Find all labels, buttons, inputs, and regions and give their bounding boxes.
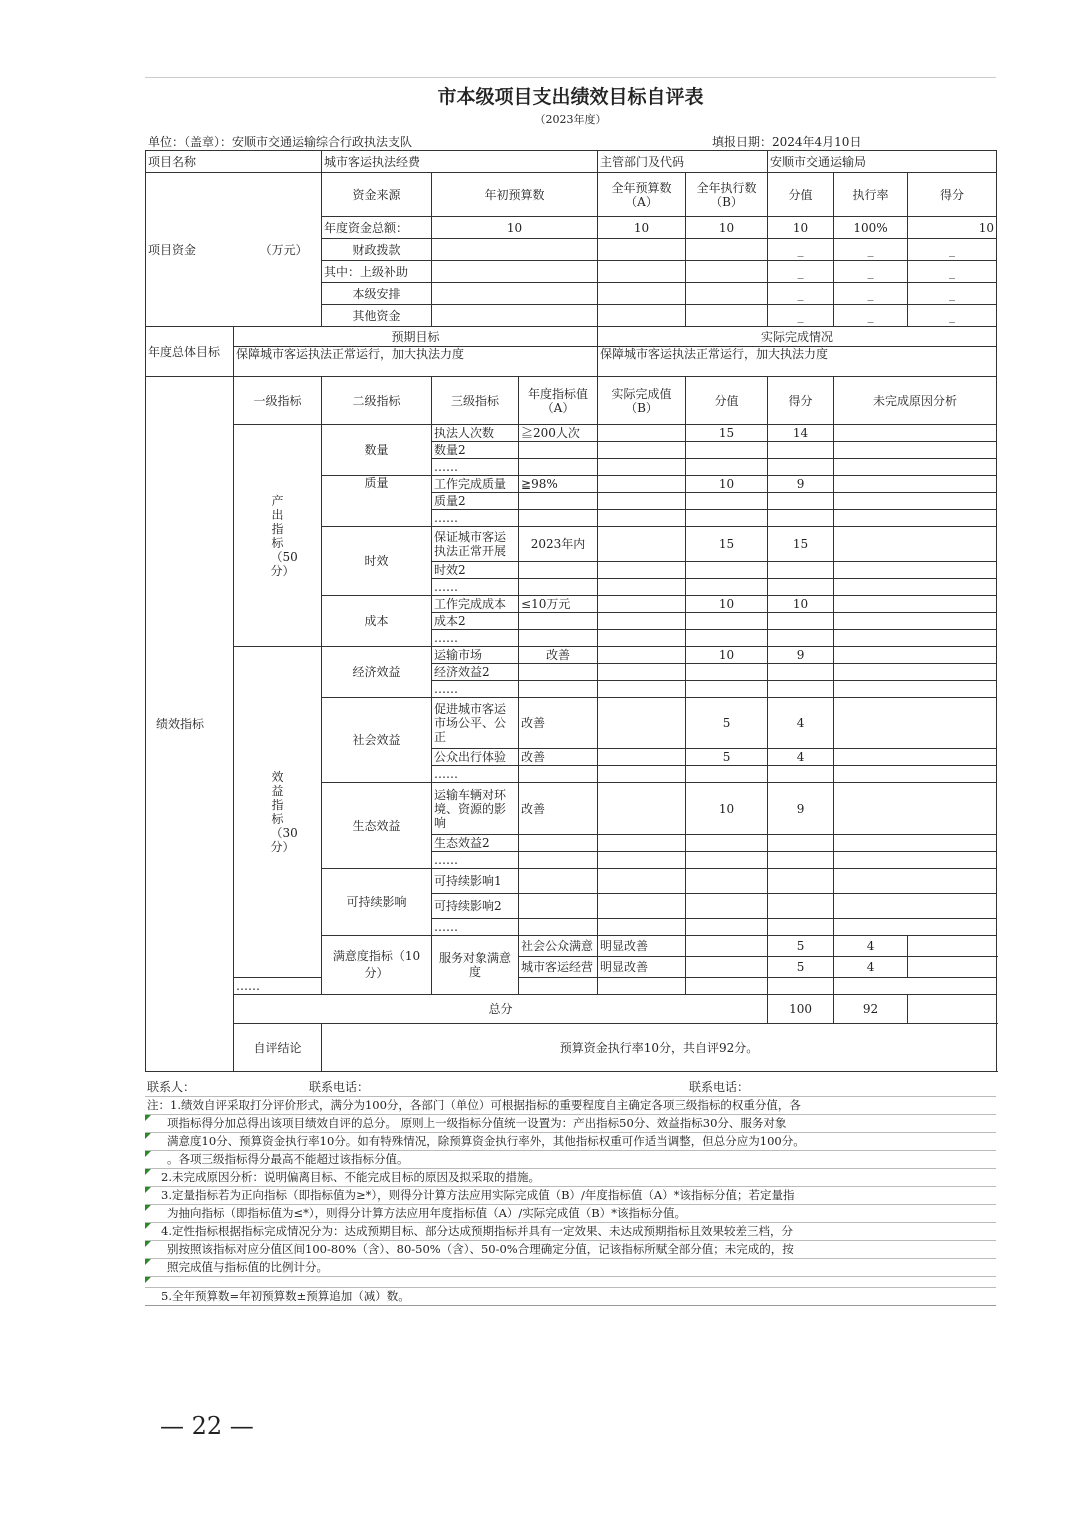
- funds-header: 执行率: [834, 173, 908, 217]
- note-line: 5.全年预算数=年初预算数±预算追加（减）数。: [145, 1288, 996, 1306]
- conclusion-label: 自评结论: [234, 1024, 322, 1072]
- l3-sus1: 可持续影响1: [432, 869, 519, 894]
- top-rule: [145, 77, 996, 78]
- a-soc2: 改善: [519, 749, 598, 766]
- a-sat2: 明显改善: [598, 957, 686, 978]
- page-subtitle: （2023年度）: [534, 113, 607, 126]
- score-soc2: 5: [686, 749, 768, 766]
- got-soc1: 4: [768, 698, 834, 749]
- a-time1: 2023年内: [519, 527, 598, 562]
- funds-b: [686, 261, 768, 283]
- funds-init: [432, 239, 598, 261]
- note-line: 项指标得分加总得出该项目绩效自评的总分。 原则上一级指标分值统一设置为：产出指标50分、效益指标30分、服务对象: [145, 1115, 996, 1133]
- funds-header: 全年预算数（A）: [598, 173, 686, 217]
- goal-label: 年度总体目标: [146, 327, 234, 377]
- l2-cost: 成本: [322, 596, 432, 647]
- note-line: 满意度10分、预算资金执行率10分。如有特殊情况，除预算资金执行率外，其他指标权重可作适当调整，但总分应为100分。: [145, 1133, 996, 1151]
- l2-time: 时效: [322, 527, 432, 596]
- got-qual1: 9: [768, 476, 834, 493]
- funds-got: _: [908, 283, 997, 305]
- funds-init: [432, 283, 598, 305]
- funds-label: 项目资金: [148, 242, 197, 257]
- funds-row-name: 其他资金: [322, 305, 432, 327]
- got-eco1: 9: [768, 783, 834, 835]
- l3-sat2: 城市客运经营: [519, 957, 598, 978]
- contact-phone2: 联系电话：: [689, 1080, 750, 1094]
- funds-header: 年初预算数: [432, 173, 598, 217]
- funds-rate: _: [834, 305, 908, 327]
- total-label: 总分: [234, 995, 768, 1024]
- project-name-value: 城市客运执法经费: [322, 151, 598, 173]
- goal-actual: 保障城市客运执法正常运行，加大执法力度: [598, 347, 997, 377]
- funds-row-name: 财政拨款: [322, 239, 432, 261]
- note-line: 3.定量指标若为正向指标（即指标值为≥*），则得分计算方法应用实际完成值（B）/年度指标值（A）*该指标分值；若定量指: [145, 1187, 996, 1205]
- goal-expected-label: 预期目标: [234, 327, 598, 347]
- l1-satis: 满意度指标（10分）: [322, 936, 432, 995]
- l3-qual3: ……: [432, 510, 519, 527]
- score-time1: 15: [686, 527, 768, 562]
- note-line: 为抽向指标（即指标值为≤*），则得分计算方法应用年度指标值（A）/实际完成值（B）*该指标分值。: [145, 1205, 996, 1223]
- b-cost1: [598, 596, 686, 613]
- got-qty1: 14: [768, 425, 834, 442]
- funds-score: _: [768, 283, 834, 305]
- l1-output: [234, 425, 322, 647]
- perf-header: 一级指标: [234, 377, 322, 425]
- l2-sustain: 可持续影响: [322, 869, 432, 936]
- score-qual1: 10: [686, 476, 768, 493]
- l2-service: 服务对象满意度: [432, 936, 519, 995]
- l3-econ1: 运输市场: [432, 647, 519, 664]
- b-econ1: [598, 647, 686, 664]
- funds-rate: _: [834, 283, 908, 305]
- conclusion-text: 预算资金执行率10分，共自评92分。: [322, 1024, 997, 1072]
- l2-qty: 数量: [322, 425, 432, 476]
- b-qual1: [598, 476, 686, 493]
- dept-value: 安顺市交通运输局: [768, 151, 997, 173]
- perf-header: 分值: [686, 377, 768, 425]
- perf-header: 二级指标: [322, 377, 432, 425]
- note-line: 4.定性指标根据指标完成情况分为：达成预期目标、部分达成预期指标并具有一定效果、未达成预期指标且效果较差三档，分: [145, 1223, 996, 1241]
- note-spacer: [145, 1277, 996, 1288]
- l1-effect: [234, 647, 322, 978]
- l1-effect-label: 效益指标（30分）: [270, 770, 298, 854]
- perf-header: 三级指标: [432, 377, 519, 425]
- l3-econ2: 经济效益2: [432, 664, 519, 681]
- b-eco1: [598, 783, 686, 835]
- perf-label-cell: [146, 377, 234, 1072]
- funds-rate: _: [834, 261, 908, 283]
- got-soc2: 4: [768, 749, 834, 766]
- got-econ1: 9: [768, 647, 834, 664]
- note-line: 注：1.绩效自评采取打分评价形式，满分为100分，各部门（单位）可根据指标的重要程度自主确定各项三级指标的权重分值，各: [145, 1097, 996, 1115]
- l3-eco3: ……: [432, 852, 519, 869]
- goal-expected: 保障城市客运执法正常运行，加大执法力度: [234, 347, 598, 377]
- l3-sus2: 可持续影响2: [432, 894, 519, 919]
- funds-b: [686, 283, 768, 305]
- funds-a: [598, 305, 686, 327]
- b-soc2: [598, 749, 686, 766]
- funds-label-cell: [146, 173, 322, 327]
- got-time1: 15: [768, 527, 834, 562]
- funds-got: _: [908, 239, 997, 261]
- total-score: 100: [768, 995, 834, 1024]
- funds-header: 分值: [768, 173, 834, 217]
- funds-score: _: [768, 261, 834, 283]
- l3-qual2: 质量2: [432, 493, 519, 510]
- l2-quality: 质量: [322, 476, 432, 527]
- funds-got: 10: [908, 217, 997, 239]
- goal-actual-label: 实际完成情况: [598, 327, 997, 347]
- contact-phone1: 联系电话：: [309, 1080, 370, 1094]
- b-time1: [598, 527, 686, 562]
- l3-time2: 时效2: [432, 562, 519, 579]
- l3-cost1: 工作完成成本: [432, 596, 519, 613]
- funds-rate: _: [834, 239, 908, 261]
- self-eval-table: [145, 150, 997, 1072]
- score-econ1: 10: [686, 647, 768, 664]
- l1-output-label: 产出指标（50分）: [270, 493, 298, 578]
- a-sat1: 明显改善: [598, 936, 686, 957]
- note-line: 。各项三级指标得分最高不能超过该指标分值。: [145, 1151, 996, 1169]
- l3-time3: ……: [432, 579, 519, 596]
- funds-row-name: 本级安排: [322, 283, 432, 305]
- note-line: 别按照该指标对应分值区间100-80%（含）、80-50%（含）、50-0%合理确定分值，记该指标所赋全部分值；未完成的，按: [145, 1241, 996, 1259]
- funds-a: [598, 239, 686, 261]
- l3-eco1: 运输车辆对环境、资源的影响: [432, 783, 519, 835]
- l3-econ3: ……: [432, 681, 519, 698]
- l3-qual1: 工作完成质量: [432, 476, 519, 493]
- l3-qty3: ……: [432, 459, 519, 476]
- l3-qty2: 数量2: [432, 442, 519, 459]
- perf-header: 年度指标值（A）: [519, 377, 598, 425]
- l3-soc3: ……: [432, 766, 519, 783]
- funds-got: _: [908, 261, 997, 283]
- b-soc1: [598, 698, 686, 749]
- score-sat2: 5: [768, 957, 834, 978]
- score-sat1: 5: [768, 936, 834, 957]
- got-cost1: 10: [768, 596, 834, 613]
- funds-a: [598, 283, 686, 305]
- score-cost1: 10: [686, 596, 768, 613]
- l3-sus3: ……: [432, 919, 519, 936]
- note-line: 2.未完成原因分析：说明偏离目标、不能完成目标的原因及拟采取的措施。: [145, 1169, 996, 1187]
- dept-label: 主管部门及代码: [598, 151, 768, 173]
- funds-row-name: 其中：上级补助: [322, 261, 432, 283]
- perf-label: 绩效指标: [156, 716, 205, 731]
- a-soc1: 改善: [519, 698, 598, 749]
- got-sat1: 4: [834, 936, 908, 957]
- a-econ1: 改善: [519, 647, 598, 664]
- funds-header: 得分: [908, 173, 997, 217]
- funds-a: 10: [598, 217, 686, 239]
- l2-econ: 经济效益: [322, 647, 432, 698]
- b-sat2: [686, 957, 768, 978]
- a-qty1: ≧200人次: [519, 425, 598, 442]
- funds-rate: 100%: [834, 217, 908, 239]
- a-eco1: 改善: [519, 783, 598, 835]
- b-qty1: [598, 425, 686, 442]
- unit-label: 单位：（盖章）：安顺市交通运输综合行政执法支队: [148, 135, 413, 149]
- contact-row: [145, 1079, 996, 1097]
- score-qty1: 15: [686, 425, 768, 442]
- funds-a: [598, 261, 686, 283]
- l3-time1: 保证城市客运执法正常开展: [432, 527, 519, 562]
- a-cost1: ≤10万元: [519, 596, 598, 613]
- funds-init: [432, 261, 598, 283]
- funds-unit: （万元）: [259, 242, 308, 257]
- page-title: 市本级项目支出绩效目标自评表: [437, 86, 704, 108]
- funds-got: _: [908, 305, 997, 327]
- b-sat1: [686, 936, 768, 957]
- funds-score: _: [768, 305, 834, 327]
- l3-sat1: 社会公众满意: [519, 936, 598, 957]
- funds-header: 资金来源: [322, 173, 432, 217]
- funds-b: [686, 305, 768, 327]
- l3-sat3: ……: [234, 978, 322, 995]
- funds-row-name: 年度资金总额：: [322, 217, 432, 239]
- note-line: 照完成值与指标值的比例计分。: [145, 1259, 996, 1277]
- l2-social: 社会效益: [322, 698, 432, 783]
- contact-person: 联系人：: [147, 1080, 196, 1094]
- l3-cost2: 成本2: [432, 613, 519, 630]
- perf-header: 实际完成值（B）: [598, 377, 686, 425]
- funds-b: 10: [686, 217, 768, 239]
- funds-init: [432, 305, 598, 327]
- total-got: 92: [834, 995, 908, 1024]
- score-eco1: 10: [686, 783, 768, 835]
- l3-soc2: 公众出行体验: [432, 749, 519, 766]
- l3-cost3: ……: [432, 630, 519, 647]
- fill-date: 填报日期：2024年4月10日: [712, 135, 862, 149]
- score-soc1: 5: [686, 698, 768, 749]
- perf-header: 未完成原因分析: [834, 377, 997, 425]
- l3-qty1: 执法人次数: [432, 425, 519, 442]
- perf-header: 得分: [768, 377, 834, 425]
- funds-score: _: [768, 239, 834, 261]
- notes-block: [145, 1079, 996, 1306]
- funds-b: [686, 239, 768, 261]
- funds-init: 10: [432, 217, 598, 239]
- a-qual1: ≧98%: [519, 476, 598, 493]
- l2-eco: 生态效益: [322, 783, 432, 869]
- l3-eco2: 生态效益2: [432, 835, 519, 852]
- got-sat2: 4: [834, 957, 908, 978]
- funds-score: 10: [768, 217, 834, 239]
- project-name-label: 项目名称: [146, 151, 322, 173]
- reason-cell: [834, 425, 997, 442]
- funds-header: 全年执行数（B）: [686, 173, 768, 217]
- l3-soc1: 促进城市客运市场公平、公正: [432, 698, 519, 749]
- page-number: — 22 —: [160, 1412, 254, 1440]
